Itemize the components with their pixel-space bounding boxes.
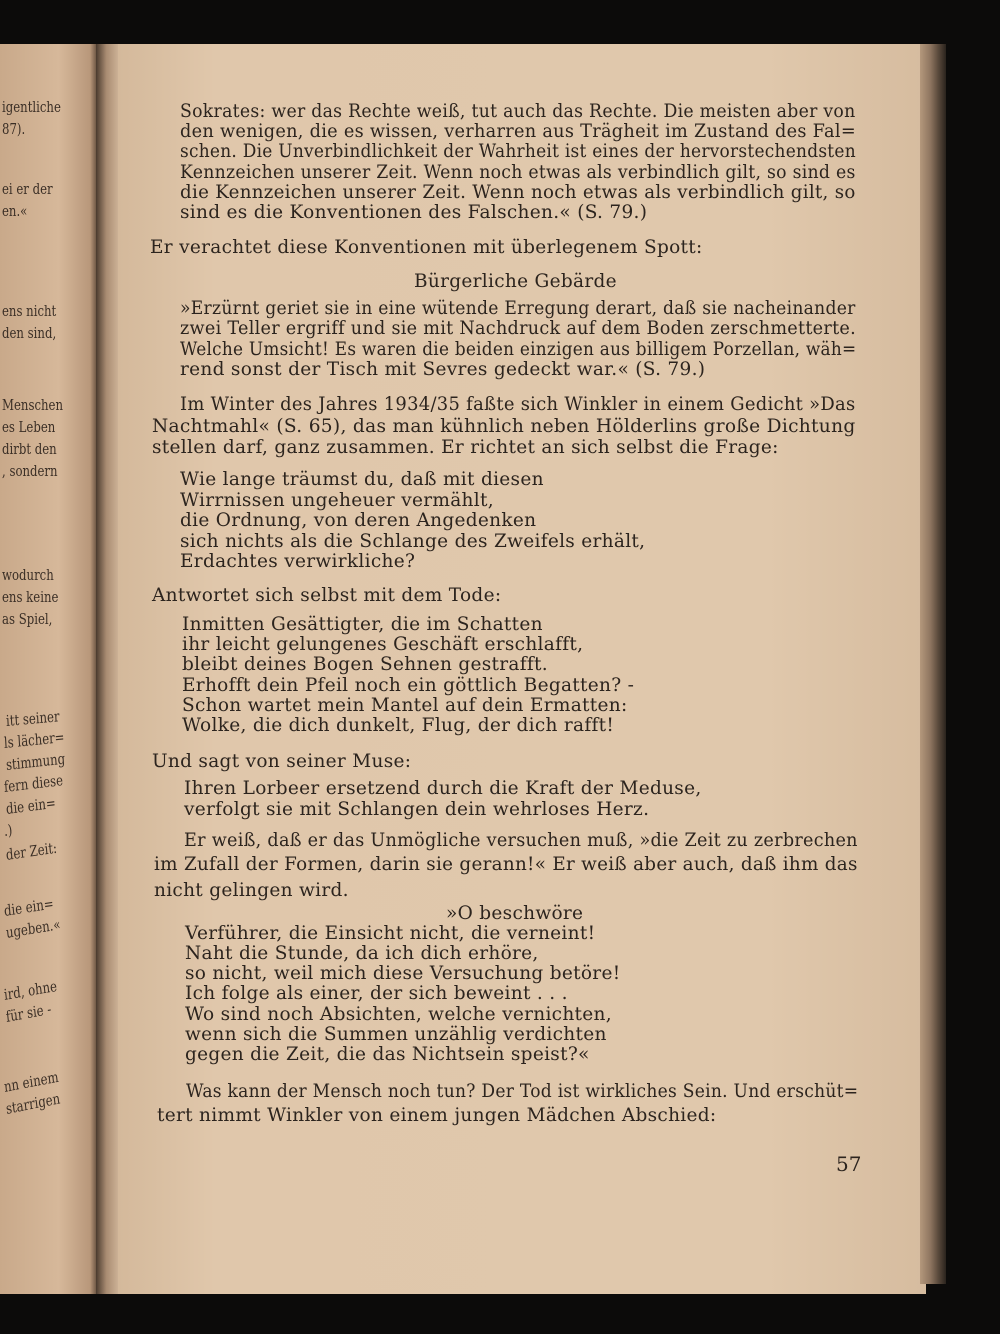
left-page-fragment: ird, ohne [3, 977, 58, 1004]
poem-line: Erhofft dein Pfeil noch ein göttlich Begatten? - [182, 674, 635, 696]
paragraph-line: nicht gelingen wird. [154, 880, 349, 901]
left-page-fragment: ens keine [2, 588, 59, 606]
left-page-fragment: itt seiner [5, 707, 60, 730]
left-page-fragment: , sondern [2, 462, 58, 480]
poem-line: sich nichts als die Schlange des Zweifels erhält, [180, 530, 646, 552]
paragraph-line: tert nimmt Winkler von einem jungen Mädchen Abschied: [157, 1105, 717, 1126]
quote-line: den wenigen, die es wissen, verharren aus Trägheit im Zustand des Fal= [180, 121, 856, 143]
left-page-fragment: fern diese [3, 771, 64, 796]
left-page-fragment: nn einem [2, 1067, 60, 1096]
paragraph-line: im Zufall der Formen, darin sie gerann!« Er weiß aber auch, daß ihm das [154, 854, 858, 875]
poem-line: gegen die Zeit, die das Nichtsein speist?« [185, 1043, 590, 1065]
poem-line: Verführer, die Einsicht nicht, die verneint! [185, 923, 596, 945]
paragraph-line: Er weiß, daß er das Unmögliche versuchen muß, »die Zeit zu zerbrechen [184, 830, 858, 851]
left-page-fragment: as Spiel, [2, 610, 53, 628]
poem-line: bleibt deines Bogen Sehnen gestrafft. [182, 654, 548, 676]
left-page-fragment: dirbt den [2, 440, 57, 458]
left-page-fragment: die ein= [3, 894, 55, 920]
poem-line: ihr leicht gelungenes Geschäft erschlafft, [182, 634, 584, 656]
left-page-fragment: ens nicht [2, 302, 57, 320]
left-page-fragment: die ein= [5, 793, 57, 818]
quote-line: »Erzürnt geriet sie in eine wütende Erregung derart, daß sie nacheinander [180, 298, 856, 319]
left-page-fragment: für sie - [5, 999, 53, 1026]
poem-line: verfolgt sie mit Schlangen dein wehrloses Herz. [184, 798, 650, 820]
paragraph-line: Was kann der Mensch noch tun? Der Tod ist wirkliches Sein. Und erschüt= [186, 1081, 859, 1102]
quote-line: rend sonst der Tisch mit Sevres gedeckt war.« (S. 79.) [180, 358, 706, 380]
left-page-fragment: es Leben [2, 418, 56, 436]
left-page-fragment: stimmung [5, 749, 66, 774]
left-page-fragment: 87). [2, 120, 26, 138]
poem-line: wenn sich die Summen unzählig verdichten [185, 1023, 607, 1045]
poem-line: so nicht, weil mich diese Versuchung betöre! [185, 963, 621, 985]
quote-line: schen. Die Unverbindlichkeit der Wahrheit ist eines der hervorstechendsten [180, 141, 856, 163]
poem-line: Schon wartet mein Mantel auf dein Ermatten: [182, 694, 628, 716]
page-number: 57 [836, 1152, 862, 1176]
paragraph-line: Antwortet sich selbst mit dem Tode: [152, 585, 502, 606]
poem-line: Inmitten Gesättigter, die im Schatten [182, 614, 543, 635]
poem-line: die Ordnung, von deren Angedenken [180, 510, 537, 531]
poem-line: Naht die Stunde, da ich dich erhöre, [185, 943, 539, 965]
poem-line: Wirrnissen ungeheuer vermählt, [180, 489, 494, 511]
left-page [0, 44, 98, 1294]
left-page-fragment: der Zeit: [5, 838, 58, 864]
paragraph-line: Im Winter des Jahres 1934/35 faßte sich Winkler in einem Gedicht »Das [180, 394, 856, 415]
quote-line: Sokrates: wer das Rechte weiß, tut auch das Rechte. Die meisten aber von [180, 101, 856, 122]
poem-line: Wolke, die dich dunkelt, Flug, der dich rafft! [182, 715, 615, 736]
left-page-fragment: ugeben.« [5, 915, 62, 942]
left-page-fragment: ls lächer= [3, 728, 65, 752]
left-page-fragment: en.« [2, 202, 28, 220]
left-page-fragment: starrigen [4, 1089, 61, 1118]
quote-line: sind es die Konventionen des Falschen.« (S. 79.) [180, 202, 648, 223]
paragraph-line: Nachtmahl« (S. 65), das man kühnlich neben Hölderlins große Dichtung [152, 415, 856, 437]
left-page-fragment: Menschen [2, 396, 63, 414]
poem-line: Erdachtes verwirkliche? [180, 551, 416, 572]
left-page-fragment: igentliche [2, 98, 61, 116]
quote-line: Welche Umsicht! Es waren die beiden einzigen aus billigem Porzellan, wäh= [180, 338, 857, 360]
poem-line: »O beschwöre [446, 903, 584, 924]
poem-line: Ihren Lorbeer ersetzend durch die Kraft der Meduse, [184, 778, 702, 799]
section-heading: Bürgerliche Gebärde [414, 271, 617, 292]
poem-line: Wie lange träumst du, daß mit diesen [180, 469, 544, 490]
poem-line: Ich folge als einer, der sich beweint . . . [185, 983, 568, 1005]
left-page-fragment: ei er der [2, 180, 53, 198]
paragraph-line: Er verachtet diese Konventionen mit überlegenem Spott: [150, 237, 703, 258]
left-page-fragment: den sind, [2, 324, 57, 342]
poem-line: Wo sind noch Absichten, welche vernichten, [185, 1003, 612, 1025]
page-edge [920, 44, 946, 1284]
paragraph-line: Und sagt von seiner Muse: [152, 751, 412, 772]
left-page-fragment: wodurch [2, 566, 54, 584]
quote-line: zwei Teller ergriff und sie mit Nachdruck auf dem Boden zerschmetterte. [180, 318, 856, 340]
quote-line: die Kennzeichen unserer Zeit. Wenn noch etwas als verbindlich gilt, so [180, 181, 856, 203]
left-page-fragment: .) [3, 820, 13, 840]
paragraph-line: stellen darf, ganz zusammen. Er richtet an sich selbst die Frage: [152, 437, 779, 458]
quote-line: Kennzeichen unserer Zeit. Wenn noch etwas als verbindlich gilt, so sind es [180, 161, 856, 183]
